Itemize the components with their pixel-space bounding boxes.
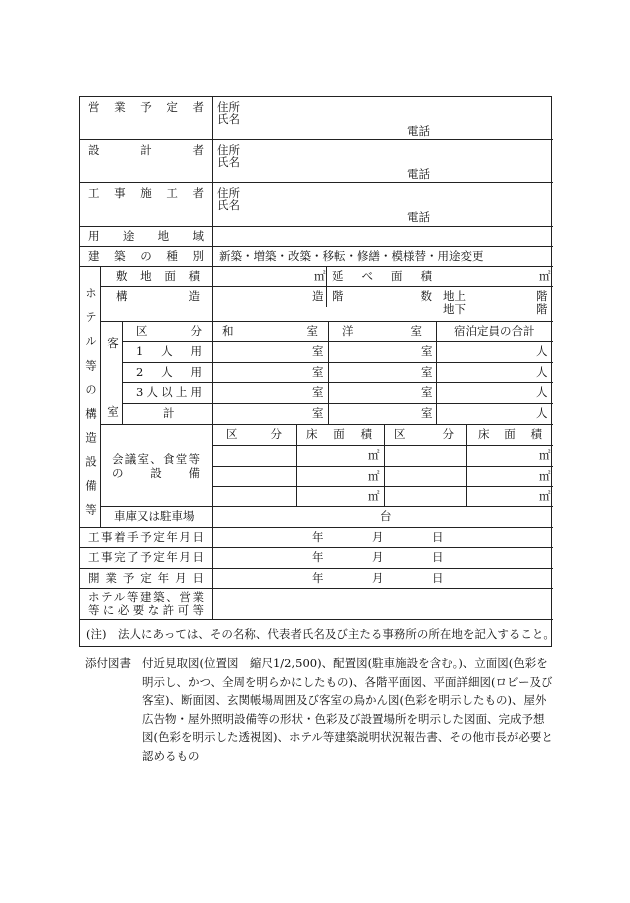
column-line xyxy=(122,321,123,424)
column-line xyxy=(436,321,437,424)
zone-label: 用途地域 xyxy=(88,229,204,243)
designer-name-label: 氏名 xyxy=(217,155,240,169)
contractor-phone-label: 電話 xyxy=(407,210,430,224)
row-line xyxy=(80,568,553,569)
room-total-youshitsu-unit: 室 xyxy=(421,406,433,420)
room-total-label: 計 xyxy=(163,406,175,420)
row-line xyxy=(80,266,553,267)
row-line xyxy=(80,139,553,140)
end-date-month: 月 xyxy=(372,550,384,564)
meeting-area-unit: ㎡ xyxy=(368,489,380,503)
washitsu-header: 和室 xyxy=(222,324,318,338)
room-double-capacity-unit: 人 xyxy=(536,365,548,379)
row-line xyxy=(80,619,553,620)
column-line xyxy=(328,321,329,424)
row-line xyxy=(100,321,553,322)
permits-label-line1: ホテル等建築、営業 xyxy=(88,590,204,604)
room-total-capacity-unit: 人 xyxy=(536,406,548,420)
parking-unit: 台 xyxy=(380,509,392,523)
start-date-day: 日 xyxy=(432,530,444,544)
build-type-label: 建築の種別 xyxy=(88,249,204,263)
operator-label: 営業予定者 xyxy=(88,100,204,114)
room-multi-capacity-unit: 人 xyxy=(536,385,548,399)
open-date-day: 日 xyxy=(432,571,444,585)
room-multi-youshitsu-unit: 室 xyxy=(421,385,433,399)
room-double-youshitsu-unit: 室 xyxy=(421,365,433,379)
meeting-area-unit: ㎡ xyxy=(368,448,380,462)
attachments-section xyxy=(85,654,555,765)
meeting-kubun-header-2: 区分 xyxy=(394,427,454,441)
row-line xyxy=(100,424,553,425)
meeting-area-header-1: 床面積 xyxy=(306,427,372,441)
youshitsu-header: 洋室 xyxy=(342,324,422,338)
structure-suffix: 造 xyxy=(312,289,324,303)
meeting-area-unit: ㎡ xyxy=(539,489,551,503)
floors-above-unit: 階 xyxy=(536,289,548,303)
build-type-options: 新築・増築・改築・移転・修繕・模様替・用途変更 xyxy=(219,249,484,263)
room-multi-washitsu-unit: 室 xyxy=(312,385,324,399)
row-line xyxy=(122,382,553,383)
meeting-area-header-2: 床面積 xyxy=(478,427,542,441)
open-date-label: 開業予定年月日 xyxy=(88,571,204,585)
floors-label: 階数 xyxy=(332,289,432,303)
floors-above-label: 地上 xyxy=(443,289,466,303)
contractor-address-label: 住所 xyxy=(217,186,240,200)
contractor-name-label: 氏名 xyxy=(217,198,240,212)
room-single-youshitsu-unit: 室 xyxy=(421,344,433,358)
row-line xyxy=(80,527,553,528)
designer-label: 設計者 xyxy=(88,143,204,157)
column-line xyxy=(296,424,297,506)
column-line xyxy=(212,97,213,619)
parking-label: 車庫又は駐車場 xyxy=(114,509,195,523)
room-single-label: 1人用 xyxy=(136,344,202,358)
row-line xyxy=(80,182,553,183)
meeting-area-unit: ㎡ xyxy=(539,448,551,462)
structure-label: 構造 xyxy=(116,289,200,303)
room-single-capacity-unit: 人 xyxy=(536,344,548,358)
application-form-table xyxy=(79,96,552,647)
start-date-year: 年 xyxy=(312,530,324,544)
open-date-month: 月 xyxy=(372,571,384,585)
meeting-kubun-header-1: 区分 xyxy=(226,427,282,441)
form-note: (注) 法人にあっては、その名称、代表者氏名及び主たる事務所の所在地を記入すること。 xyxy=(86,627,555,641)
hotel-section-label: ホテル等の構造設備等 xyxy=(84,287,98,515)
attachments-text: 付近見取図(位置図 縮尺1/2,500)、配置図(駐車施設を含む。)、立面図(色彩を明示し、かつ、全周を明らかにしたもの)、各階平面図、平面詳細図(ロビー及び客室)、断面図、玄関帳場周囲及び客室の鳥かん図(色彩を明示したもの)、屋外広告物・屋外照明設備等の形状・色彩及び設置場所を明示した図面、完成予想図(色彩を明示した透視図)、ホテル等建築説明状況報告書、その他市長が必要と認めるもの xyxy=(142,656,553,763)
contractor-label: 工事施工者 xyxy=(88,186,204,200)
floors-below-unit: 階 xyxy=(536,302,548,316)
row-line xyxy=(212,466,553,467)
attachments-label: 添付図書 xyxy=(85,656,131,670)
guest-room-label: 客室 xyxy=(106,337,120,417)
row-line xyxy=(122,362,553,363)
open-date-year: 年 xyxy=(312,571,324,585)
capacity-total-header: 宿泊定員の合計 xyxy=(454,324,535,338)
floor-area-unit: ㎡ xyxy=(539,269,551,283)
designer-address-label: 住所 xyxy=(217,143,240,157)
permits-label-line2: 等に必要な許可等 xyxy=(88,603,204,617)
row-line xyxy=(100,506,553,507)
end-date-year: 年 xyxy=(312,550,324,564)
operator-phone-label: 電話 xyxy=(407,124,430,138)
site-area-unit: ㎡ xyxy=(314,269,326,283)
row-line xyxy=(212,486,553,487)
column-line xyxy=(100,266,101,527)
row-line xyxy=(122,341,553,342)
row-line xyxy=(80,226,553,227)
meeting-label-text: 会議室、食堂等の設備 xyxy=(112,452,200,480)
room-single-washitsu-unit: 室 xyxy=(312,344,324,358)
start-date-month: 月 xyxy=(372,530,384,544)
row-line xyxy=(80,547,553,548)
start-date-label: 工事着手予定年月日 xyxy=(88,530,204,544)
row-line xyxy=(80,246,553,247)
operator-name-label: 氏名 xyxy=(217,112,240,126)
column-line xyxy=(384,424,385,506)
room-multi-label: 3人以上用 xyxy=(136,385,202,399)
room-kind-header: 区分 xyxy=(136,324,202,338)
room-double-label: 2人用 xyxy=(136,365,202,379)
column-line xyxy=(326,266,327,307)
row-line xyxy=(80,588,553,589)
site-area-label: 敷地面積 xyxy=(116,269,200,283)
end-date-day: 日 xyxy=(432,550,444,564)
floors-below-label: 地下 xyxy=(443,302,466,316)
meeting-label-line1 xyxy=(112,452,200,480)
column-line xyxy=(466,424,467,506)
designer-phone-label: 電話 xyxy=(407,167,430,181)
room-total-washitsu-unit: 室 xyxy=(312,406,324,420)
meeting-area-unit: ㎡ xyxy=(368,469,380,483)
floor-area-label: 延べ面積 xyxy=(332,269,432,283)
meeting-area-unit: ㎡ xyxy=(539,469,551,483)
end-date-label: 工事完了予定年月日 xyxy=(88,550,204,564)
room-double-washitsu-unit: 室 xyxy=(312,365,324,379)
operator-address-label: 住所 xyxy=(217,100,240,114)
row-line xyxy=(122,403,553,404)
row-line xyxy=(212,445,553,446)
